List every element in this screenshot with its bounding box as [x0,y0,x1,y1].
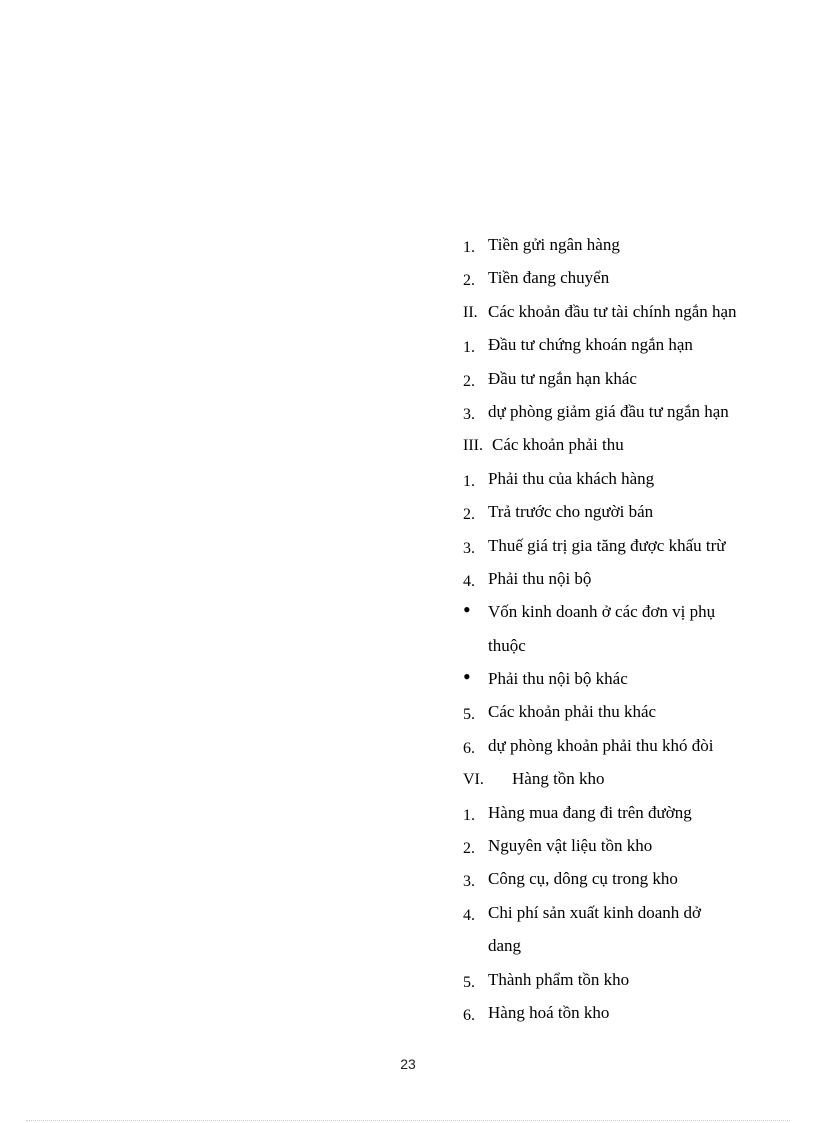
list-item-text: Công cụ, dông cụ trong kho [488,869,678,889]
section-heading [463,428,783,461]
list-item-text: dự phòng khoản phải thu khó đòi [488,735,714,755]
list-marker: 3. [463,405,475,423]
list-marker: 1. [463,806,475,824]
bullet-icon: • [463,597,471,623]
list-item-text: dang [488,936,522,956]
section-heading [463,295,783,328]
list-item-text: Thuế giá trị gia tăng được khấu trừ [488,535,726,555]
list-marker: 2. [463,372,475,390]
list-item-text: Phải thu của khách hàng [488,468,655,488]
list-item [463,996,783,1029]
section-heading [463,762,783,795]
list-marker: 6. [463,1006,475,1024]
list-item [463,362,783,395]
list-marker: 3. [463,873,475,891]
list-item [463,896,783,929]
list-item-text: Đầu tư ngắn hạn khác [488,368,637,388]
list-item-text: Các khoản phải thu khác [488,702,657,722]
list-marker: 3. [463,539,475,557]
section-marker: VI. [463,771,484,789]
list-item [463,963,783,996]
list-marker: 2. [463,840,475,858]
section-heading-text: Hàng tồn kho [512,769,605,789]
list-item-continuation [463,929,783,962]
list-item-text: Nguyên vật liệu tồn kho [488,836,653,856]
list-marker: 5. [463,973,475,991]
list-item-text: Đầu tư chứng khoán ngắn hạn [488,335,693,355]
list-item-text: Hàng mua đang đi trên đường [488,802,692,822]
list-marker: 2. [463,506,475,524]
list-item-text: Tiền đang chuyển [488,268,610,288]
list-item [463,328,783,361]
list-item [463,529,783,562]
list-marker: 4. [463,906,475,924]
list-marker: 1. [463,472,475,490]
list-item [463,395,783,428]
section-marker: III. [463,437,483,455]
list-marker: 4. [463,572,475,590]
bullet-item [463,662,783,695]
bullet-icon: • [463,664,471,690]
list-item-text: Trả trước cho người bán [488,502,654,522]
list-item-text: Hàng hoá tồn kho [488,1002,610,1022]
list-item [463,228,783,261]
page-bottom-divider [26,1120,790,1121]
list-marker: 1. [463,339,475,357]
list-item-text: Phải thu nội bộ [488,568,592,588]
list-item-text: Chi phí sản xuất kinh doanh dở [488,902,701,922]
list-marker: 5. [463,706,475,724]
document-list [463,228,783,1029]
list-item [463,562,783,595]
list-item [463,862,783,895]
list-item [463,695,783,728]
section-heading-text: Các khoản phải thu [492,435,624,455]
page-number: 23 [400,1056,416,1072]
section-marker: II. [463,303,478,321]
list-item-text: Thành phẩm tồn kho [488,969,630,989]
section-heading-text: Các khoản đầu tư tài chính ngắn hạn [488,301,737,321]
list-marker: 1. [463,239,475,256]
list-marker: 2. [463,272,475,290]
list-item [463,796,783,829]
bullet-item-continuation [463,629,783,662]
list-item [463,829,783,862]
list-item [463,261,783,294]
list-item-text: dự phòng giảm giá đầu tư ngắn hạn [488,401,729,421]
list-item [463,462,783,495]
list-item-text: Tiền gửi ngân hàng [488,235,620,254]
list-item-text: thuộc [488,635,526,655]
list-item [463,495,783,528]
list-marker: 6. [463,739,475,757]
list-item-text: Vốn kinh doanh ở các đơn vị phụ [488,602,716,622]
list-item-text: Phải thu nội bộ khác [488,669,628,689]
bullet-item [463,595,783,628]
list-item [463,729,783,762]
